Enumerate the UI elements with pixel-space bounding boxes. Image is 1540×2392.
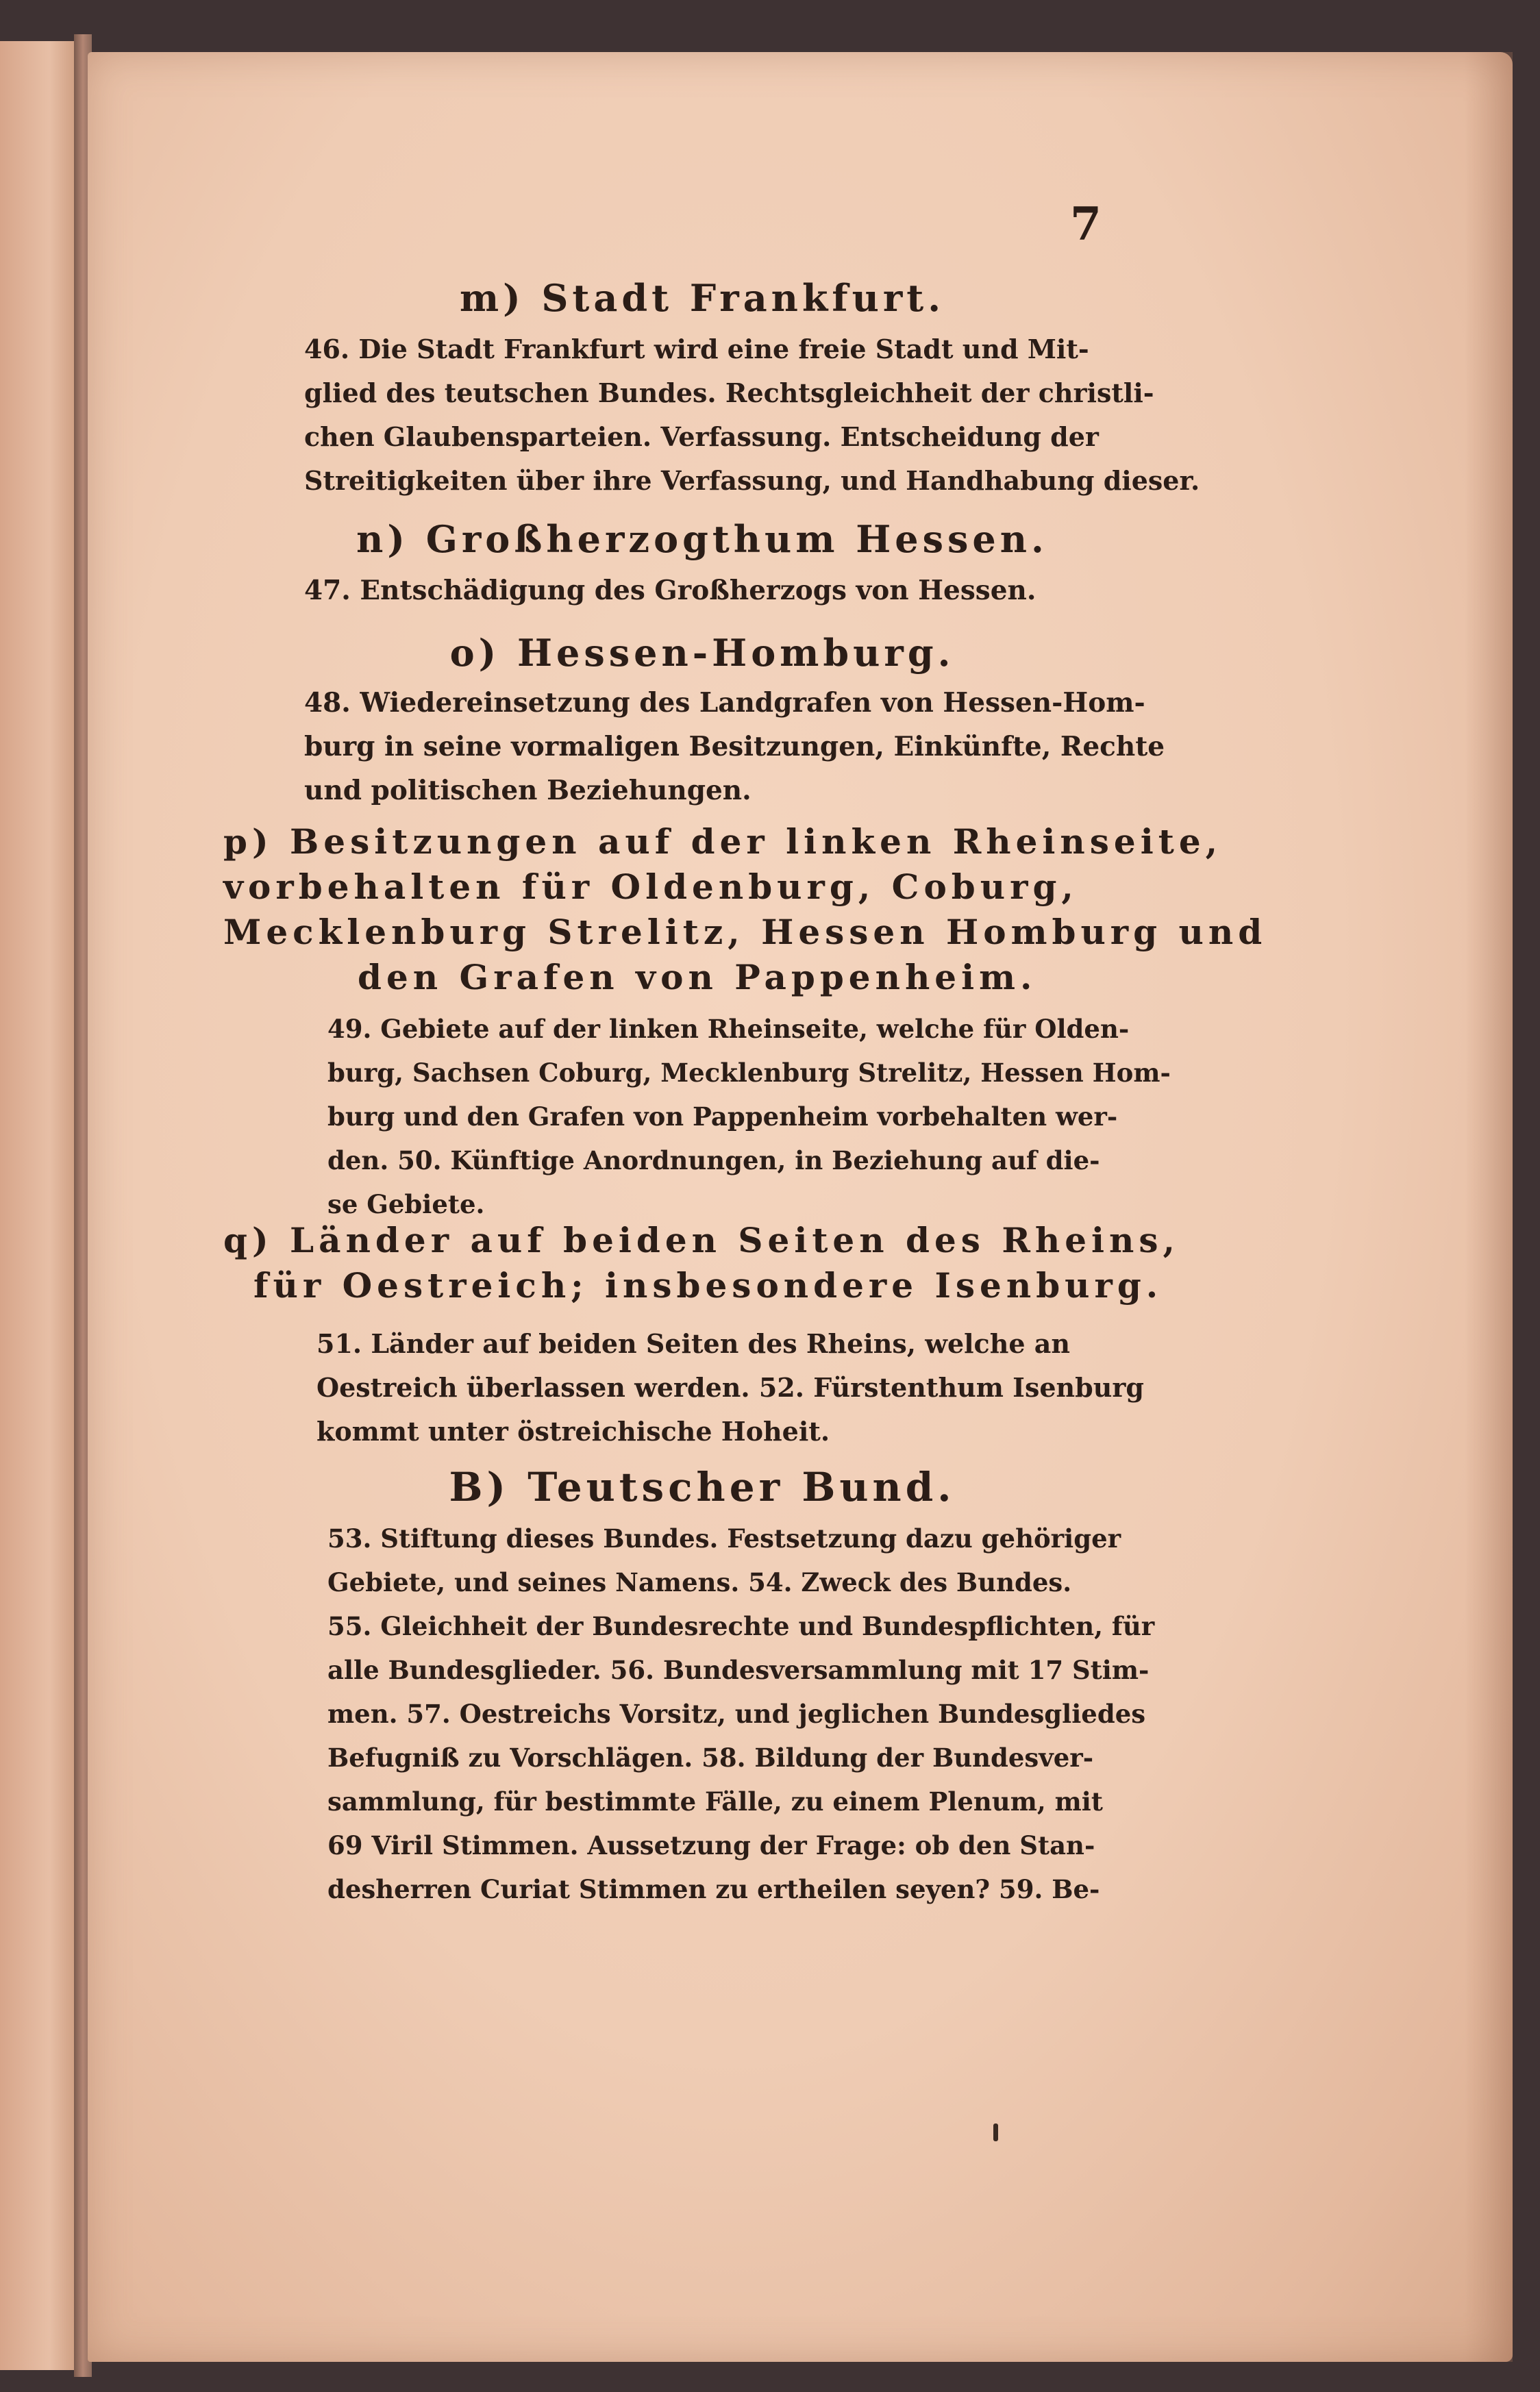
section-heading-b: B) Teutscher Bund. [449, 1464, 956, 1510]
paragraph-line: 47. Entschädigung des Großherzogs von Hessen. [304, 575, 1036, 606]
paragraph-line: kommt unter östreichische Hoheit. [316, 1416, 830, 1447]
left-page-edge [0, 41, 82, 2370]
paragraph-line: 55. Gleichheit der Bundesrechte und Bundespflichten, für [327, 1611, 1155, 1641]
paragraph-line: 49. Gebiete auf der linken Rheinseite, welche für Olden- [327, 1014, 1130, 1044]
ink-mark [993, 2123, 998, 2141]
paragraph-line: glied des teutschen Bundes. Rechtsgleichheit der christli- [304, 377, 1154, 408]
paragraph-line: 51. Länder auf beiden Seiten des Rheins, welche an [316, 1328, 1070, 1359]
section-paragraph-m [304, 327, 1200, 503]
paragraph-line: den. 50. Künftige Anordnungen, in Beziehung auf die- [327, 1145, 1100, 1175]
paragraph-line: chen Glaubensparteien. Verfassung. Entscheidung der [304, 421, 1099, 452]
paragraph-line: 69 Viril Stimmen. Aussetzung der Frage: ob den Stan- [327, 1830, 1095, 1860]
paragraph-line: alle Bundesglieder. 56. Bundesversammlung mit 17 Stim- [327, 1655, 1150, 1685]
paragraph-line: Streitigkeiten über ihre Verfassung, und Handhabung dieser. [304, 465, 1200, 496]
section-heading-q [223, 1218, 1180, 1308]
paragraph-line: men. 57. Oestreichs Vorsitz, und jeglichen Bundesgliedes [327, 1699, 1146, 1729]
section-heading-n: n) Großherzogthum Hessen. [356, 517, 1048, 561]
paragraph-line: Oestreich überlassen werden. 52. Fürstenthum Isenburg [316, 1372, 1144, 1403]
section-heading-m: m) Stadt Frankfurt. [459, 276, 945, 320]
paragraph-line: burg, Sachsen Coburg, Mecklenburg Strelitz, Hessen Hom- [327, 1058, 1171, 1088]
paragraph-line: Gebiete, und seines Namens. 54. Zweck des Bundes. [327, 1567, 1072, 1597]
paragraph-line: burg und den Grafen von Pappenheim vorbehalten wer- [327, 1101, 1118, 1132]
paragraph-line: 48. Wiedereinsetzung des Landgrafen von Hessen-Hom- [304, 687, 1145, 719]
heading-line: p) Besitzungen auf der linken Rheinseite, [223, 821, 1223, 862]
paragraph-line: 46. Die Stadt Frankfurt wird eine freie Stadt und Mit- [304, 334, 1089, 364]
section-heading-o: o) Hessen-Homburg. [449, 631, 955, 675]
paragraph-line: se Gebiete. [327, 1189, 485, 1219]
heading-line: für Oestreich; insbesondere Isenburg. [253, 1265, 1163, 1306]
section-paragraph-p [327, 1007, 1171, 1226]
section-paragraph-n [304, 569, 1036, 612]
page-number: 7 [1070, 197, 1102, 251]
section-paragraph-q [316, 1322, 1144, 1454]
section-heading-p [223, 819, 1267, 1000]
paragraph-line: und politischen Beziehungen. [304, 775, 752, 806]
page-edge-shadow [1465, 52, 1513, 2362]
heading-line: den Grafen von Pappenheim. [358, 957, 1037, 997]
paragraph-line: desherren Curiat Stimmen zu ertheilen seyen? 59. Be- [327, 1874, 1100, 1904]
heading-line: Mecklenburg Strelitz, Hessen Homburg und [223, 912, 1267, 952]
heading-line: q) Länder auf beiden Seiten des Rheins, [223, 1220, 1180, 1260]
paragraph-line: sammlung, für bestimmte Fälle, zu einem Plenum, mit [327, 1786, 1103, 1817]
paragraph-line: 53. Stiftung dieses Bundes. Festsetzung dazu gehöriger [327, 1523, 1121, 1554]
section-paragraph-o [304, 681, 1165, 812]
paragraph-line: burg in seine vormaligen Besitzungen, Einkünfte, Rechte [304, 731, 1165, 762]
paragraph-line: Befugniß zu Vorschlägen. 58. Bildung der Bundesver- [327, 1743, 1094, 1773]
section-paragraph-b [327, 1517, 1154, 1911]
heading-line: vorbehalten für Oldenburg, Coburg, [223, 867, 1078, 907]
